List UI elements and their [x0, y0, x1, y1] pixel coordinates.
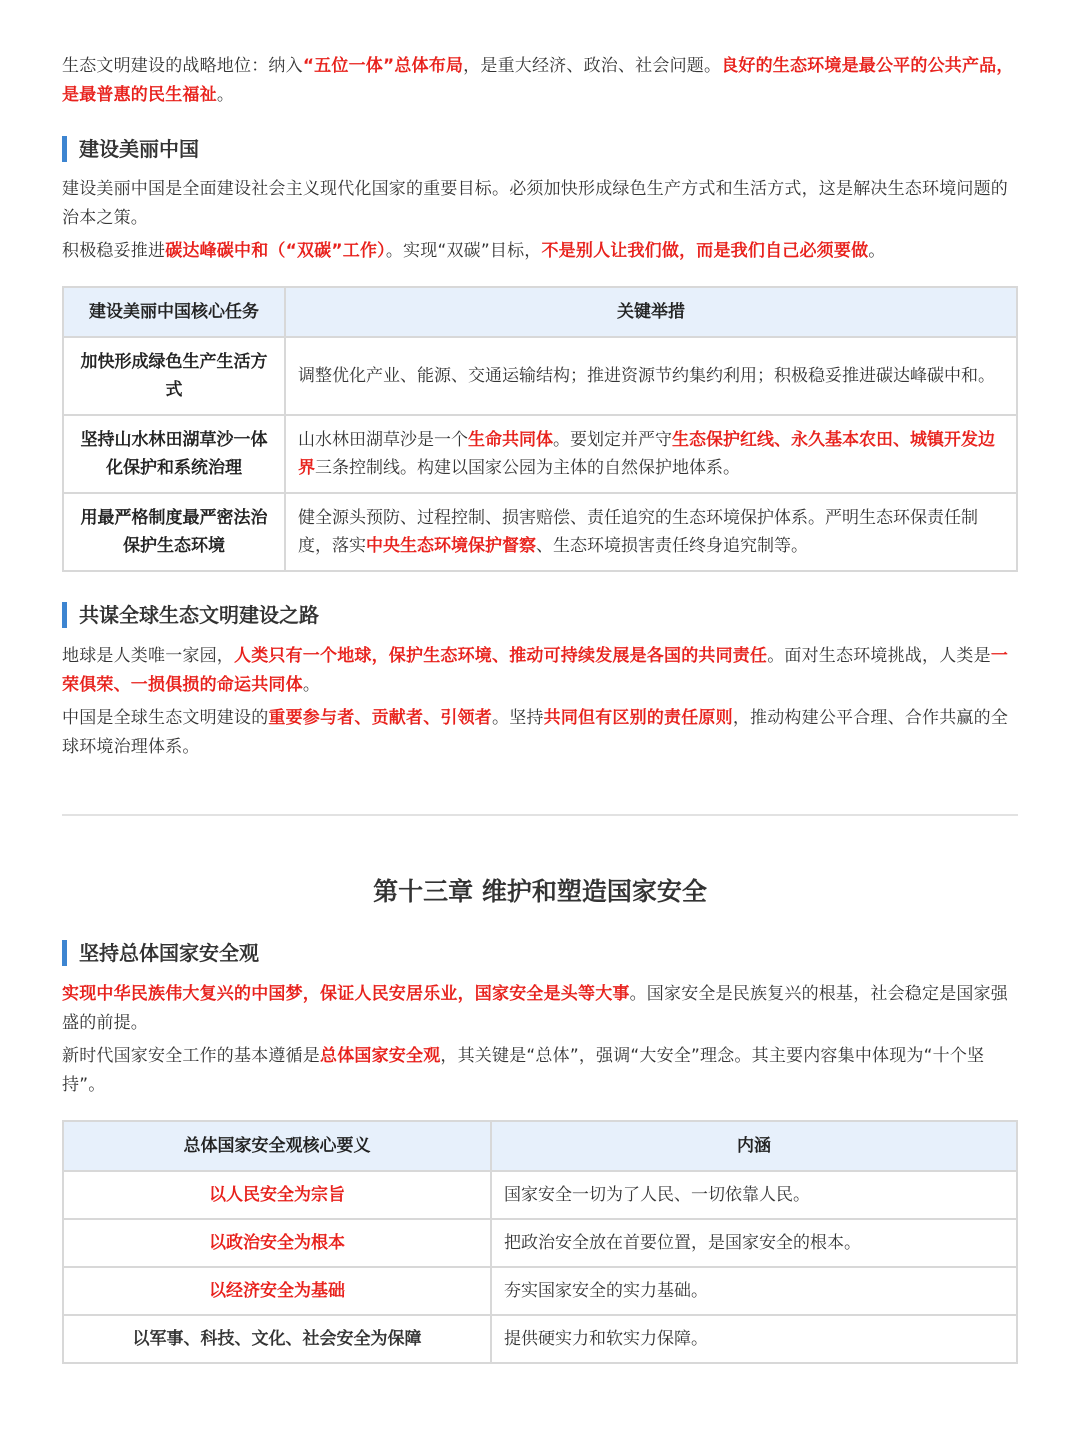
text: 。面对生态环境挑战，人类是 — [767, 646, 991, 666]
text: 三条控制线。构建以国家公园为主体的自然保护地体系。 — [315, 458, 740, 478]
table-row — [63, 1219, 1017, 1267]
table-row — [63, 337, 1017, 415]
table-cell-key: 以经济安全为基础 — [63, 1267, 491, 1315]
table-row — [63, 493, 1017, 571]
paragraph — [62, 704, 1018, 762]
highlight: 重要参与者、贡献者、引领者 — [268, 708, 493, 728]
text: 。国家安全是民族复兴的根基，社会稳定是国家强盛的前提。 — [62, 984, 1009, 1033]
highlight: 共同但有区别的责任原则 — [543, 708, 733, 728]
table-row — [63, 1267, 1017, 1315]
table-cell-value — [285, 493, 1017, 571]
table-header: 总体国家安全观核心要义 — [63, 1121, 491, 1171]
highlight: 中央生态环境保护督察 — [366, 536, 536, 556]
table-cell-key: 坚持山水林田湖草沙一体化保护和系统治理 — [63, 415, 285, 493]
text: 。 — [302, 675, 321, 695]
text: 。实现“双碳”目标， — [385, 241, 542, 261]
text: 。 — [216, 85, 235, 105]
paragraph: 建设美丽中国是全面建设社会主义现代化国家的重要目标。必须加快形成绿色生产方式和生活方式，这是解决生态环境问题的治本之策。 — [62, 179, 1008, 228]
core-tasks-table — [62, 286, 1018, 572]
table-row — [63, 1315, 1017, 1363]
section-divider — [62, 814, 1018, 816]
text: 。要划定并严守 — [553, 430, 672, 450]
table-cell-key: 以人民安全为宗旨 — [63, 1171, 491, 1219]
section-heading: 坚持总体国家安全观 — [62, 940, 1018, 966]
highlight: 生态保护红线、永久基本农田、城镇开发边界 — [298, 430, 995, 478]
table-cell-value: 夯实国家安全的实力基础。 — [491, 1267, 1017, 1315]
text: 生态文明建设的战略地位：纳入 — [62, 56, 303, 76]
table-row — [63, 415, 1017, 493]
paragraph — [62, 980, 1018, 1038]
table-cell-value: 提供硬实力和软实力保障。 — [491, 1315, 1017, 1363]
text: 、生态环境损害责任终身追究制等。 — [536, 536, 808, 556]
table-header-row — [63, 287, 1017, 337]
table-cell-value: 调整优化产业、能源、交通运输结构；推进资源节约集约利用；积极稳妥推进碳达峰碳中和。 — [285, 337, 1017, 415]
highlight: 不是别人让我们做，而是我们自己必须要做 — [541, 241, 869, 261]
text: 地球是人类唯一家园， — [62, 646, 234, 666]
text: 中国是全球生态文明建设的 — [62, 708, 269, 728]
section-heading: 建设美丽中国 — [62, 136, 1018, 162]
text: 。坚持 — [492, 708, 544, 728]
national-security-table — [62, 1120, 1018, 1364]
table-row — [63, 1171, 1017, 1219]
highlight: 生命共同体 — [468, 430, 553, 450]
text: 。 — [868, 241, 886, 261]
table-header: 建设美丽中国核心任务 — [63, 287, 285, 337]
highlight: 人类只有一个地球，保护生态环境、推动可持续发展是各国的共同责任 — [234, 646, 768, 666]
table-cell-key: 以军事、科技、文化、社会安全为保障 — [63, 1315, 491, 1363]
highlight: 良好的生态环境是最公平的公共产品，是最普惠的民生福祉 — [62, 56, 1014, 105]
highlight: “五位一体”总体布局 — [302, 56, 464, 76]
table-header: 内涵 — [491, 1121, 1017, 1171]
section-heading: 共谋全球生态文明建设之路 — [62, 602, 1018, 628]
paragraph — [62, 642, 1018, 700]
table-header-row — [63, 1121, 1017, 1171]
intro-paragraph — [62, 52, 1018, 110]
text: ，推动构建公平合理、合作共赢的全球环境治理体系。 — [62, 708, 1009, 757]
table-cell-value: 把政治安全放在首要位置，是国家安全的根本。 — [491, 1219, 1017, 1267]
text: 健全源头预防、过程控制、损害赔偿、责任追究的生态环境保护体系。严明生态环保责任制度，落实 — [298, 508, 978, 556]
table-cell-value — [285, 415, 1017, 493]
chapter-title: 第十三章 维护和塑造国家安全 — [373, 877, 707, 906]
text: 山水林田湖草沙是一个 — [298, 430, 468, 450]
text: 积极稳妥推进 — [62, 241, 166, 261]
text: ，是重大经济、政治、社会问题。 — [463, 56, 722, 76]
highlight: 实现中华民族伟大复兴的中国梦，保证人民安居乐业，国家安全是头等大事 — [62, 984, 630, 1004]
table-cell-key: 用最严格制度最严密法治保护生态环境 — [63, 493, 285, 571]
table-cell-key: 加快形成绿色生产生活方式 — [63, 337, 285, 415]
paragraph — [62, 1042, 1018, 1100]
highlight: 一荣俱荣、一损俱损的命运共同体 — [62, 646, 1009, 695]
text: 新时代国家安全工作的基本遵循是 — [62, 1046, 320, 1066]
table-cell-value: 国家安全一切为了人民、一切依靠人民。 — [491, 1171, 1017, 1219]
paragraph — [62, 237, 1018, 266]
table-header: 关键举措 — [285, 287, 1017, 337]
highlight: 碳达峰碳中和（“双碳”工作） — [165, 241, 386, 261]
text: ，其关键是“总体”，强调“大安全”理念。其主要内容集中体现为“十个坚持”。 — [62, 1046, 985, 1095]
highlight: 总体国家安全观 — [320, 1046, 441, 1066]
table-cell-key: 以政治安全为根本 — [63, 1219, 491, 1267]
